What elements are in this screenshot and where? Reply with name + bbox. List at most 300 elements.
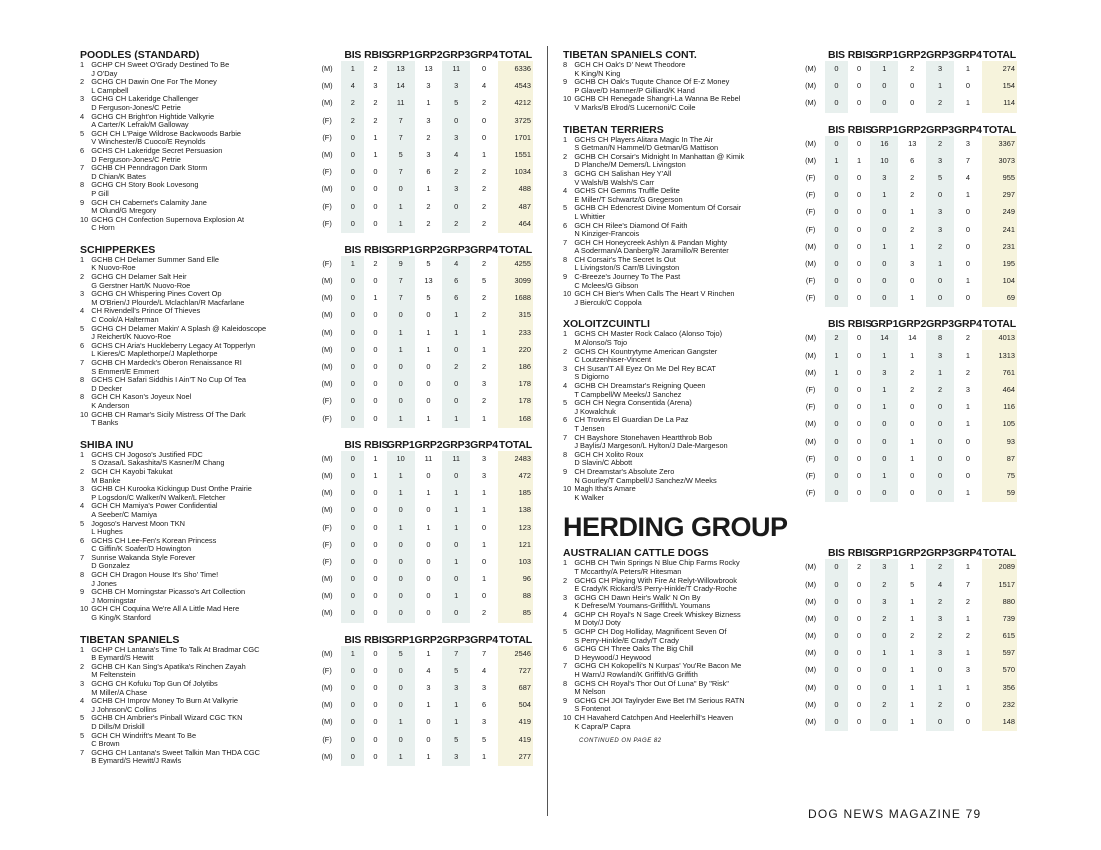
table-row	[563, 365, 1017, 382]
value-grp4: 1	[965, 276, 970, 286]
table-row	[80, 342, 533, 359]
value-rbis: 0	[373, 608, 378, 618]
value-grp1: 0	[387, 663, 415, 680]
value-grp2: 1	[910, 241, 915, 251]
dog-entry	[90, 468, 312, 485]
value-total: 2546	[498, 646, 533, 663]
sex: (M)	[321, 700, 333, 710]
breed-header-row	[563, 317, 1017, 330]
breed-table	[80, 48, 533, 233]
owners: J Jones	[91, 579, 117, 588]
dog-name: GCH CH Kason's Joyeux Noel	[91, 393, 192, 402]
rank: 3	[563, 169, 568, 178]
dog-entry	[90, 571, 312, 588]
rank: 3	[563, 593, 568, 602]
dog-name: GCHB CH Ambrier's Pinball Wizard CGC TKN	[91, 714, 243, 723]
breed-header-row	[563, 546, 1017, 559]
dog-entry	[90, 411, 312, 428]
value-grp1: 10	[387, 451, 415, 468]
value-grp2: 0	[426, 556, 431, 566]
continued-note: CONTINUED ON PAGE 82	[579, 738, 662, 745]
value-grp3: 11	[442, 451, 470, 468]
owners: J O'Day	[91, 69, 118, 78]
value-rbis: 1	[373, 132, 378, 142]
rank: 1	[80, 450, 85, 459]
rank: 4	[80, 697, 85, 706]
dog-entry	[90, 451, 312, 468]
sex: (M)	[321, 683, 333, 692]
rank: 9	[80, 588, 85, 597]
value-grp4: 0	[481, 64, 487, 73]
value-rbis: 0	[857, 367, 862, 377]
value-total: 1313	[982, 348, 1017, 365]
value-grp2: 14	[908, 333, 917, 343]
table-row	[80, 256, 533, 273]
sex: (F)	[322, 218, 332, 228]
value-grp1: 3	[870, 170, 898, 187]
rank: 9	[563, 273, 568, 282]
dog-name: GCHS CH Lakeridge Secret Persuasion	[91, 146, 223, 155]
owners: B Eymard/S Hewitt/J Rawls	[91, 757, 182, 766]
value-grp3: 1	[442, 502, 470, 519]
value-bis: 0	[825, 204, 848, 221]
value-grp3: 0	[926, 416, 954, 433]
value-grp4: 1	[481, 344, 487, 354]
dog-entry	[573, 348, 796, 365]
owners: J Biercuk/C Coppola	[574, 298, 642, 307]
value-grp1: 1	[870, 399, 898, 416]
value-grp3: 0	[442, 342, 470, 359]
dog-entry	[573, 451, 796, 468]
dog-name: CH Susan'T All Eyez On Me Del Rey BCAT	[574, 364, 716, 373]
value-grp1: 0	[387, 181, 415, 198]
value-total: 504	[498, 697, 533, 714]
sex: (M)	[321, 470, 333, 480]
value-bis: 0	[825, 577, 848, 594]
sex: (M)	[321, 717, 333, 727]
value-total: 419	[498, 714, 533, 731]
value-grp4: 1	[481, 505, 487, 515]
rank: 2	[563, 152, 568, 161]
rank: 5	[563, 628, 568, 637]
value-grp2: 1	[426, 413, 431, 423]
sex: (M)	[805, 648, 817, 658]
column-header-grp1: GRP1	[870, 547, 899, 560]
owners: C Loutzenhiser-Vincent	[574, 356, 652, 365]
value-bis: 0	[825, 645, 848, 662]
value-rbis: 0	[857, 665, 862, 675]
sex: (M)	[805, 631, 817, 641]
value-grp4: 0	[965, 293, 970, 303]
value-grp2: 0	[426, 396, 431, 406]
owners: D Decker	[91, 384, 123, 393]
dog-name: GCHG CH Playing With Fire At Relyt-Willowbrook	[574, 576, 737, 585]
dog-entry	[90, 697, 312, 714]
column-header-total: TOTAL	[498, 243, 532, 256]
value-grp4: 2	[965, 333, 970, 343]
dog-entry	[90, 732, 312, 749]
rank: 9	[563, 78, 568, 87]
rank: 6	[563, 645, 568, 654]
value-rbis: 0	[373, 362, 378, 371]
value-bis: 1	[341, 61, 364, 78]
value-grp3: 0	[926, 714, 954, 731]
rank: 8	[80, 571, 85, 580]
value-bis: 0	[825, 256, 848, 273]
value-grp1: 7	[387, 273, 415, 290]
dog-name: Jogoso's Harvest Moon TKN	[91, 519, 185, 528]
value-grp2: 0	[910, 470, 915, 480]
value-bis: 0	[341, 216, 364, 233]
sex: (M)	[321, 648, 333, 658]
owners: V Marks/B Elrod/S Lucernoni/C Coile	[574, 103, 696, 112]
owners: T Jensen	[574, 424, 605, 433]
dog-entry	[90, 663, 312, 680]
column-divider	[547, 46, 548, 816]
table-row	[80, 113, 533, 130]
rank: 7	[80, 748, 85, 757]
owners: C Mclees/G Gibson	[574, 281, 639, 290]
rank: 3	[80, 680, 85, 688]
owners: C Giffin/K Soafer/D Howington	[91, 545, 191, 554]
value-grp1: 1	[387, 485, 415, 502]
column-header-grp1: GRP1	[386, 243, 415, 256]
value-grp2: 2	[426, 201, 431, 211]
column-header-grp4: GRP4	[953, 123, 982, 136]
rank: 6	[80, 146, 85, 155]
value-grp1: 0	[870, 290, 898, 307]
value-grp4: 0	[965, 81, 970, 91]
sex: (M)	[321, 310, 333, 320]
table-row	[80, 376, 533, 393]
value-grp2: 1	[910, 682, 915, 692]
sex: (F)	[805, 453, 816, 463]
table-row	[563, 611, 1017, 628]
value-grp1: 0	[870, 416, 898, 433]
value-grp4: 1	[965, 350, 970, 360]
table-row	[80, 393, 533, 410]
sex: (F)	[805, 276, 816, 286]
value-bis: 4	[341, 78, 364, 95]
value-grp1: 2	[870, 697, 898, 714]
dog-name: C-Breeze's Journey To The Past	[574, 273, 681, 282]
column-header-grp3: GRP3	[926, 318, 954, 331]
dog-name: GCHS CH Jogoso's Justified FDC	[91, 450, 203, 459]
owners: D Heywood/J Heywood	[574, 653, 652, 662]
column-header-grp4: GRP4	[953, 318, 982, 331]
value-grp2: 1	[910, 562, 915, 572]
breed-name: POODLES (STANDARD)	[80, 49, 200, 61]
dog-name: GCHS CH Kountrytyme American Gangster	[574, 347, 718, 356]
value-total: 195	[982, 256, 1017, 273]
rank: 3	[80, 290, 85, 299]
breed-section	[80, 633, 533, 766]
value-total: 3725	[498, 113, 533, 130]
dog-name: GCHP CH Lantana's Time To Talk At Bradmar CGC	[91, 645, 260, 654]
value-bis: 0	[825, 485, 848, 502]
table-row	[80, 130, 533, 147]
sex: (M)	[805, 665, 817, 675]
value-grp2: 1	[910, 453, 915, 463]
table-row	[563, 485, 1017, 502]
value-grp2: 0	[426, 362, 431, 371]
value-total: 96	[498, 571, 533, 588]
value-bis: 0	[825, 78, 848, 95]
value-grp4: 1	[965, 98, 970, 108]
value-grp3: 5	[442, 95, 470, 112]
value-grp4: 2	[481, 310, 487, 320]
column-header-grp2: GRP2	[898, 49, 927, 61]
value-grp4: 0	[481, 556, 487, 566]
table-row	[80, 468, 533, 485]
value-bis: 0	[341, 411, 364, 428]
value-total: 419	[498, 732, 533, 749]
rank: 4	[563, 187, 568, 196]
owners: D Ferguson-Jones/C Petrie	[91, 103, 181, 112]
column-header-grp3: GRP3	[926, 547, 954, 560]
group-title: HERDING GROUP	[563, 512, 788, 543]
value-total: 116	[982, 399, 1017, 416]
value-grp1: 1	[387, 199, 415, 216]
value-bis: 0	[825, 273, 848, 290]
value-bis: 0	[341, 451, 364, 468]
value-total: 138	[498, 502, 533, 519]
column-header-grp3: GRP3	[442, 633, 471, 646]
owners: M Nelson	[574, 688, 606, 697]
value-bis: 0	[341, 468, 364, 485]
value-grp2: 3	[426, 683, 431, 692]
value-total: 315	[498, 307, 533, 324]
value-grp4: 2	[965, 631, 970, 641]
value-total: 570	[982, 662, 1017, 679]
value-rbis: 0	[857, 682, 862, 692]
value-total: 88	[498, 588, 533, 605]
value-grp2: 6	[426, 167, 431, 177]
sex: (M)	[321, 379, 333, 389]
table-row	[80, 290, 533, 307]
dog-entry	[90, 290, 312, 307]
breed-header-row	[80, 633, 533, 646]
value-bis: 0	[825, 239, 848, 256]
value-rbis: 0	[373, 539, 378, 549]
column-header-grp2: GRP2	[898, 318, 927, 331]
value-grp1: 1	[870, 382, 898, 399]
sex: (M)	[805, 699, 817, 709]
value-grp1: 0	[387, 588, 415, 605]
breed-header-row	[80, 438, 533, 451]
value-grp2: 1	[426, 327, 431, 337]
value-bis: 0	[341, 393, 364, 410]
owners: L Campbell	[91, 86, 129, 95]
value-grp4: 1	[965, 402, 970, 412]
sex: (M)	[805, 596, 817, 606]
dog-name: GCH CH Coquina We're All A Little Mad Here	[91, 605, 240, 614]
column-header-bis: BIS	[827, 49, 845, 61]
dog-entry	[573, 204, 796, 221]
value-grp2: 1	[426, 344, 431, 354]
value-grp4: 1	[965, 613, 970, 623]
value-grp1: 3	[870, 365, 898, 382]
dog-entry	[90, 273, 312, 290]
dog-name: GCHB CH Ramar's Sicily Mistress Of The Dark	[91, 410, 246, 419]
column-header-bis: BIS	[344, 438, 362, 451]
breed-table	[80, 243, 533, 428]
dog-entry	[90, 199, 312, 216]
value-grp2: 0	[910, 402, 915, 412]
dog-name: Magh Itha's Amare	[574, 485, 636, 494]
rank: 1	[80, 255, 85, 264]
dog-entry	[90, 61, 312, 78]
value-rbis: 0	[857, 350, 862, 360]
value-total: 687	[498, 680, 533, 697]
dog-entry	[90, 749, 312, 766]
value-grp2: 2	[910, 385, 915, 394]
rank: 2	[563, 347, 568, 356]
sex: (M)	[321, 149, 333, 159]
owners: D Chian/K Bates	[91, 172, 146, 181]
value-grp4: 2	[965, 596, 970, 606]
value-total: 1701	[498, 130, 533, 147]
rank: 1	[80, 645, 85, 654]
value-rbis: 0	[373, 413, 378, 423]
table-row	[80, 95, 533, 112]
value-bis: 0	[825, 697, 848, 714]
value-total: 1034	[498, 164, 533, 181]
dog-name: GCH CH Kayobi Takukat	[91, 467, 173, 476]
dog-entry	[90, 485, 312, 502]
value-grp2: 2	[910, 172, 915, 182]
sex: (F)	[805, 293, 816, 303]
value-grp1: 0	[870, 680, 898, 697]
sex: (M)	[321, 81, 333, 91]
dog-name: GCHS CH Royal's Thor Out Of Luna" By "Risk"	[574, 679, 729, 688]
value-grp4: 2	[481, 608, 487, 618]
value-bis: 0	[825, 416, 848, 433]
sex: (F)	[322, 522, 332, 532]
dog-entry	[90, 307, 312, 324]
value-rbis: 0	[857, 631, 862, 641]
dog-entry	[573, 468, 796, 485]
right-column	[563, 48, 1017, 744]
value-grp1: 0	[387, 537, 415, 554]
value-grp2: 1	[426, 700, 431, 710]
value-grp2: 0	[910, 276, 915, 286]
dog-entry	[573, 594, 796, 611]
owners: T Banks	[91, 419, 119, 428]
value-grp4: 4	[481, 81, 487, 91]
rank: 1	[563, 135, 568, 144]
value-bis: 0	[341, 307, 364, 324]
breed-table	[563, 546, 1017, 731]
owners: S Digiorno	[574, 373, 609, 382]
value-grp3: 6	[442, 273, 470, 290]
value-bis: 0	[341, 680, 364, 697]
sex: (M)	[805, 98, 817, 108]
rank: 8	[563, 679, 568, 688]
sex: (M)	[321, 574, 333, 584]
value-grp4: 3	[481, 470, 487, 480]
value-grp2: 1	[910, 293, 915, 303]
value-grp1: 0	[870, 662, 898, 679]
value-bis: 0	[341, 732, 364, 749]
value-grp3: 2	[926, 559, 954, 576]
value-total: 597	[982, 645, 1017, 662]
column-header-rbis: RBIS	[364, 243, 389, 256]
dog-name: CH Dreamstar's Absolute Zero	[574, 467, 675, 476]
value-grp2: 1	[426, 751, 431, 761]
owners: G Gerstner Hart/K Nuovo-Roe	[91, 281, 191, 290]
value-rbis: 0	[857, 81, 862, 91]
column-header-grp4: GRP4	[470, 438, 498, 451]
value-grp3: 5	[442, 732, 470, 749]
value-bis: 0	[825, 559, 848, 576]
dog-entry	[573, 645, 796, 662]
table-row	[80, 359, 533, 376]
dog-entry	[573, 611, 796, 628]
value-grp4: 3	[965, 138, 970, 148]
breed-header-row	[80, 243, 533, 256]
owners: S Emmert/E Emmert	[91, 367, 160, 376]
table-row	[80, 411, 533, 428]
rank: 4	[563, 610, 568, 619]
value-bis: 0	[825, 594, 848, 611]
value-rbis: 0	[857, 241, 862, 251]
dog-name: GCH CH Xolito Roux	[574, 450, 644, 459]
breed-name: TIBETAN TERRIERS	[563, 123, 664, 136]
breed-header-row	[563, 48, 1017, 61]
value-grp4: 1	[965, 190, 970, 200]
dog-entry	[573, 399, 796, 416]
value-grp4: 2	[481, 201, 487, 211]
value-total: 93	[982, 434, 1017, 451]
value-grp1: 0	[387, 732, 415, 749]
value-total: 233	[498, 325, 533, 342]
value-total: 105	[982, 416, 1017, 433]
table-row	[563, 290, 1017, 307]
column-header-total: TOTAL	[982, 123, 1016, 136]
value-bis: 0	[341, 130, 364, 147]
value-grp1: 1	[870, 468, 898, 485]
dog-name: GCHP CH Sweet O'Grady Destined To Be	[91, 61, 230, 69]
dog-entry	[573, 170, 796, 187]
value-rbis: 2	[373, 64, 378, 73]
dog-entry	[90, 130, 312, 147]
owners: C Brown	[91, 740, 120, 749]
owners: M Olund/G Mregory	[91, 207, 157, 216]
value-grp2: 0	[426, 470, 431, 480]
value-grp2: 13	[424, 276, 433, 286]
value-grp4: 3	[481, 453, 487, 463]
table-row	[80, 181, 533, 198]
value-grp4: 5	[481, 276, 487, 286]
dog-entry	[573, 95, 796, 112]
value-bis: 0	[341, 290, 364, 307]
owners: M Doty/J Doty	[574, 619, 621, 628]
column-header-grp1: GRP1	[386, 438, 415, 451]
value-bis: 0	[341, 537, 364, 554]
sex: (M)	[321, 608, 333, 618]
value-rbis: 0	[373, 379, 378, 389]
column-header-grp2: GRP2	[414, 49, 443, 61]
value-rbis: 0	[373, 396, 378, 406]
rank: 5	[80, 324, 85, 333]
value-rbis: 0	[857, 419, 862, 429]
dog-name: CH Bayshore Stonehaven Heartthrob Bob	[574, 433, 712, 442]
rank: 8	[563, 61, 568, 69]
value-bis: 0	[341, 325, 364, 342]
value-grp3: 6	[442, 290, 470, 307]
value-grp1: 5	[387, 646, 415, 663]
